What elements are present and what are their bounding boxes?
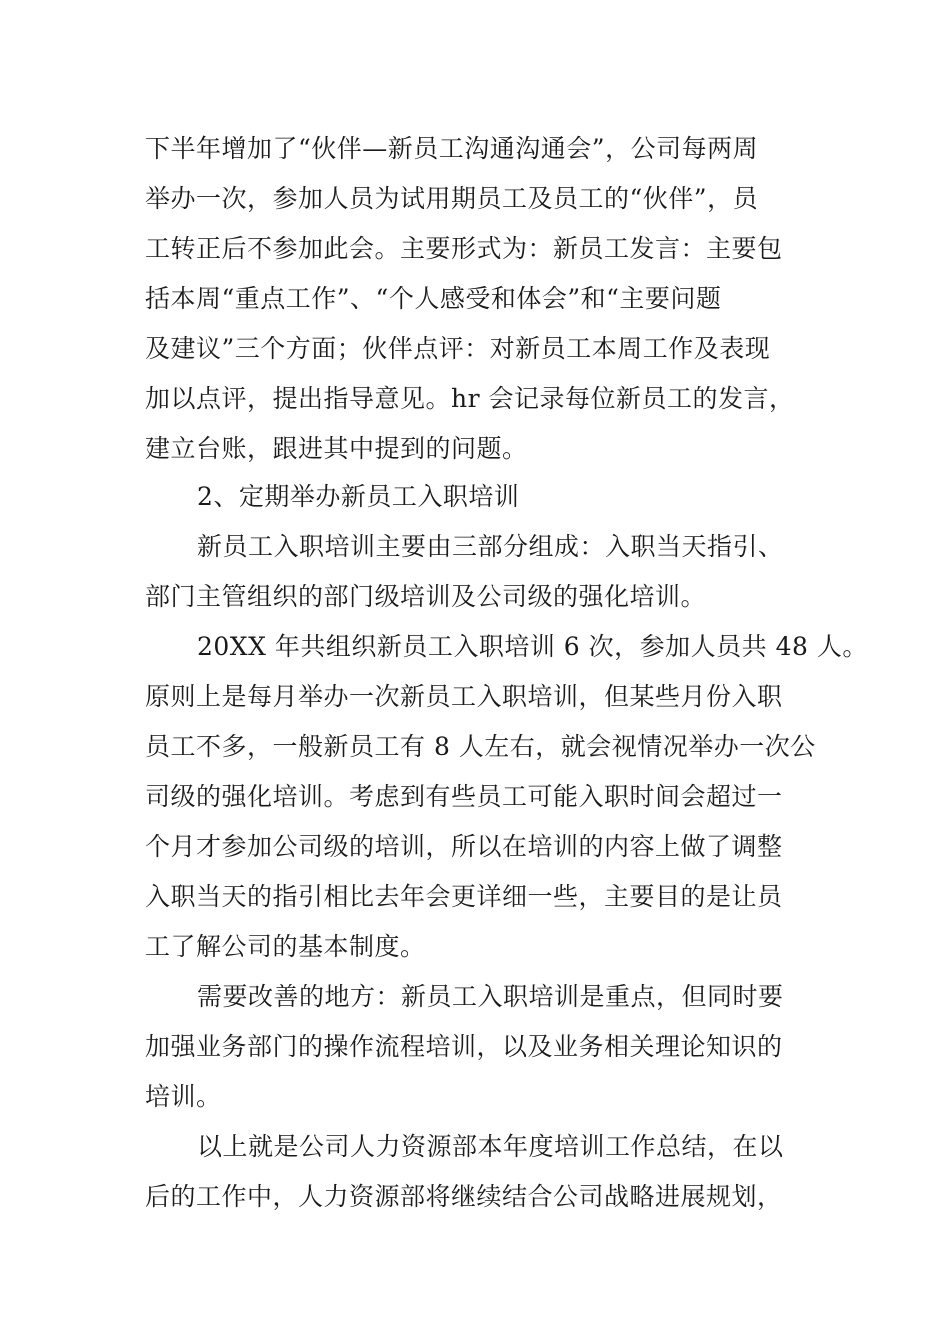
text-line: 工了解公司的基本制度。	[145, 932, 426, 961]
text-line: 括本周“重点工作”、“个人感受和体会”和“主要问题	[145, 284, 722, 313]
text-line: 20XX 年共组织新员工入职培训 6 次，参加人员共 48 人。	[197, 632, 868, 661]
text-line: 员工不多，一般新员工有 8 人左右，就会视情况举办一次公	[145, 732, 816, 761]
text-line: 下半年增加了“伙伴—新员工沟通沟通会”，公司每两周	[145, 134, 759, 163]
text-line: 加强业务部门的操作流程培训，以及业务相关理论知识的	[145, 1032, 783, 1061]
text-line: 后的工作中，人力资源部将继续结合公司战略进展规划，	[145, 1182, 783, 1211]
text-line: 个月才参加公司级的培训，所以在培训的内容上做了调整	[145, 832, 783, 861]
text-line: 举办一次，参加人员为试用期员工及员工的“伙伴”，员	[145, 184, 759, 213]
text-line: 工转正后不参加此会。主要形式为：新员工发言：主要包	[145, 234, 783, 263]
text-line: 培训。	[145, 1082, 222, 1111]
text-line: 需要改善的地方：新员工入职培训是重点，但同时要	[197, 982, 784, 1011]
text-line: 原则上是每月举办一次新员工入职培训，但某些月份入职	[145, 682, 783, 711]
text-line: 新员工入职培训主要由三部分组成：入职当天指引、	[197, 532, 784, 561]
text-line: 建立台账，跟进其中提到的问题。	[145, 434, 528, 463]
text-line: 加以点评，提出指导意见。hr 会记录每位新员工的发言，	[145, 384, 795, 413]
text-line: 入职当天的指引相比去年会更详细一些，主要目的是让员	[145, 882, 783, 911]
section-heading: 2、定期举办新员工入职培训	[197, 482, 520, 511]
text-line: 司级的强化培训。考虑到有些员工可能入职时间会超过一	[145, 782, 783, 811]
text-line: 部门主管组织的部门级培训及公司级的强化培训。	[145, 582, 707, 611]
text-line: 以上就是公司人力资源部本年度培训工作总结，在以	[197, 1132, 784, 1161]
text-line: 及建议”三个方面；伙伴点评：对新员工本周工作及表现	[145, 334, 771, 363]
